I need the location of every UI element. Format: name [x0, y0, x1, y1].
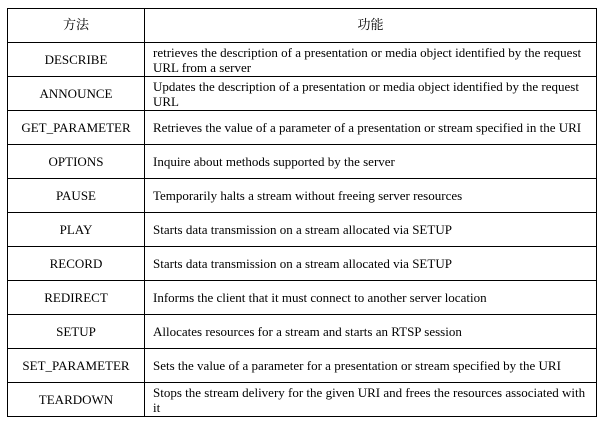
table-body — [8, 43, 597, 417]
description-cell: Sets the value of a parameter for a presentation or stream specified by the URI — [145, 349, 597, 383]
method-cell: SET_PARAMETER — [8, 349, 145, 383]
description-cell: Starts data transmission on a stream allocated via SETUP — [145, 213, 597, 247]
description-cell: Allocates resources for a stream and starts an RTSP session — [145, 315, 597, 349]
description-cell: retrieves the description of a presentation or media object identified by the request URL from a server — [145, 43, 597, 77]
function-column-header: 功能 — [145, 9, 597, 43]
table-row — [8, 349, 597, 383]
table-row — [8, 315, 597, 349]
method-cell: SETUP — [8, 315, 145, 349]
method-cell: REDIRECT — [8, 281, 145, 315]
table-row — [8, 77, 597, 111]
header-row — [8, 9, 597, 43]
method-cell: TEARDOWN — [8, 383, 145, 417]
table-row — [8, 43, 597, 77]
description-cell: Retrieves the value of a parameter of a presentation or stream specified in the URI — [145, 111, 597, 145]
table-row — [8, 281, 597, 315]
method-cell: PAUSE — [8, 179, 145, 213]
description-cell: Starts data transmission on a stream allocated via SETUP — [145, 247, 597, 281]
method-column-header: 方法 — [8, 9, 145, 43]
table-row — [8, 383, 597, 417]
rtsp-methods-table — [7, 8, 597, 417]
description-cell: Updates the description of a presentation or media object identified by the request URL — [145, 77, 597, 111]
method-cell: DESCRIBE — [8, 43, 145, 77]
table-row — [8, 111, 597, 145]
description-cell: Informs the client that it must connect to another server location — [145, 281, 597, 315]
table-row — [8, 145, 597, 179]
table-header — [8, 9, 597, 43]
table-row — [8, 213, 597, 247]
method-cell: OPTIONS — [8, 145, 145, 179]
method-cell: RECORD — [8, 247, 145, 281]
method-cell: ANNOUNCE — [8, 77, 145, 111]
method-cell: GET_PARAMETER — [8, 111, 145, 145]
description-cell: Inquire about methods supported by the server — [145, 145, 597, 179]
description-cell: Stops the stream delivery for the given URI and frees the resources associated with it — [145, 383, 597, 417]
method-cell: PLAY — [8, 213, 145, 247]
table-row — [8, 247, 597, 281]
description-cell: Temporarily halts a stream without freeing server resources — [145, 179, 597, 213]
table-row — [8, 179, 597, 213]
